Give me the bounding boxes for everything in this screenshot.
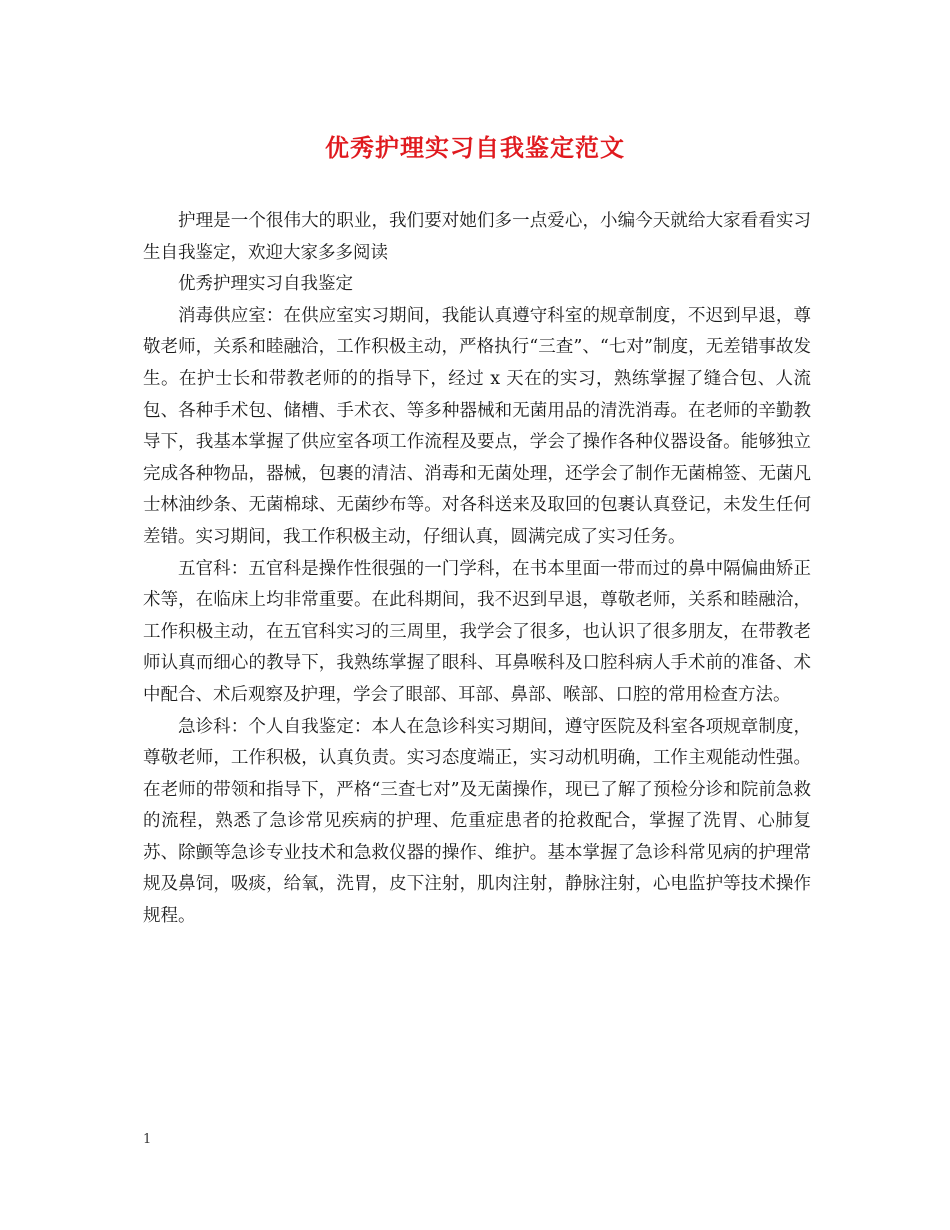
page-number: 1 bbox=[143, 1132, 152, 1147]
paragraph-subtitle: 优秀护理实习自我鉴定 bbox=[178, 274, 353, 295]
paragraph-ent: 五官科：五官科是操作性很强的一门学科，在书本里面一带而过的鼻中隔偏曲矫正术等，在临床上均非常重要。在此科期间，我不迟到早退，尊敬老师，关系和睦融洽，工作积极主动，在五官科实习的三周里，我学会了很多，也认识了很多朋友，在带教老师认真而细心的教导下，我熟练掌握了眼科、耳鼻喉科及口腔科病人手术前的准备、术中配合、术后观察及护理，学会了眼部、耳部、鼻部、喉部、口腔的常用检查方法。 bbox=[143, 558, 811, 705]
paragraph-sterilization: 消毒供应室：在供应室实习期间，我能认真遵守科室的规章制度，不迟到早退，尊敬老师，关系和睦融洽，工作积极主动，严格执行“三查”、“七对”制度，无差错事故发生。在护士长和带教老师的的指导下，经过 x 天在的实习，熟练掌握了缝合包、人流包、各种手术包、储槽、手术衣、等多种器械和无菌用品的清洗消毒。在老师的辛勤教导下，我基本掌握了供应室各项工作流程及要点，学会了操作各种仪器设备。能够独立完成各种物品，器械，包裹的清洁、消毒和无菌处理，还学会了制作无菌棉签、无菌凡士林油纱条、无菌棉球、无菌纱布等。对各科送来及取回的包裹认真登记，未发生任何差错。实习期间，我工作积极主动，仔细认真，圆满完成了实习任务。 bbox=[143, 305, 811, 547]
document-body bbox=[143, 206, 811, 933]
document-title: 优秀护理实习自我鉴定范文 bbox=[325, 133, 625, 162]
paragraph-emergency: 急诊科：个人自我鉴定：本人在急诊科实习期间，遵守医院及科室各项规章制度，尊敬老师，工作积极，认真负责。实习态度端正，实习动机明确，工作主观能动性强。在老师的带领和指导下，严格“三查七对”及无菌操作，现已了解了预检分诊和院前急救的流程，熟悉了急诊常见疾病的护理、危重症患者的抢救配合，掌握了洗胃、心肺复苏、除颤等急诊专业技术和急救仪器的操作、维护。基本掌握了急诊科常见病的护理常规及鼻饲，吸痰，给氧，洗胃，皮下注射，肌肉注射，静脉注射，心电监护等技术操作规程。 bbox=[143, 716, 811, 927]
paragraph-intro: 护理是一个很伟大的职业，我们要对她们多一点爱心，小编今天就给大家看看实习生自我鉴定，欢迎大家多多阅读 bbox=[143, 211, 811, 263]
